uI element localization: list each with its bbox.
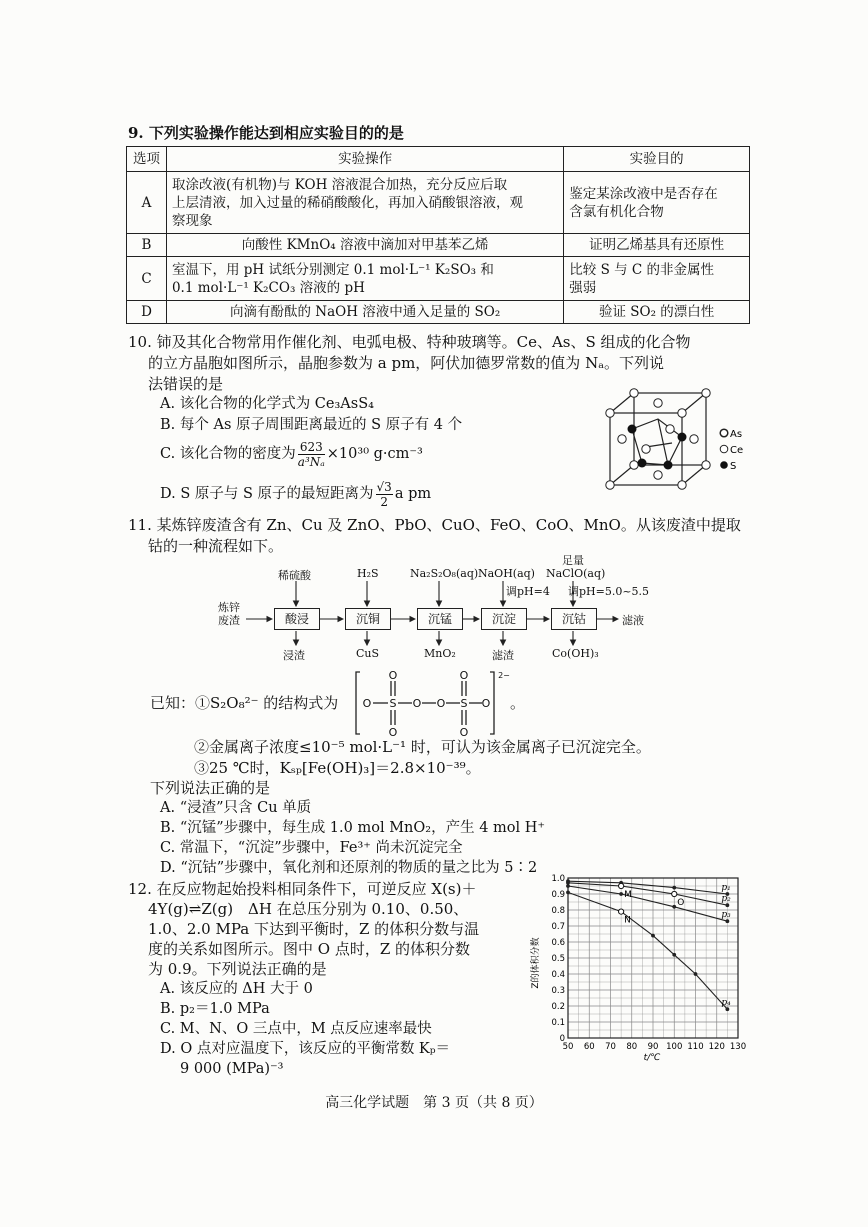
y-tick-label: 0.1 <box>551 1018 565 1028</box>
z-fraction-chart <box>528 868 756 1064</box>
q12-stem-line3: 1.0、2.0 MPa 下达到平衡时，Z 的体积分数与温 <box>148 920 480 938</box>
row-operation: 向滴有酚酞的 NaOH 溶液中通入足量的 SO₂ <box>166 301 563 324</box>
q10-option-b: B. 每个 As 原子周围距离最近的 S 原子有 4 个 <box>160 417 463 433</box>
atom-o: O <box>481 697 491 710</box>
x-tick-label: 60 <box>583 1042 595 1052</box>
step-cu-precip: 沉铜 <box>345 608 391 630</box>
series-point <box>672 905 676 909</box>
legend-as: As <box>730 429 743 440</box>
known-1-text: 已知：①S₂O₈²⁻ 的结构式为 <box>150 694 339 712</box>
q11-lead: 下列说法正确的是 <box>150 779 271 797</box>
x-tick-label: 50 <box>562 1042 574 1052</box>
series-point <box>619 892 623 896</box>
atom-o: O <box>459 669 469 682</box>
q12-option-b: B. p₂＝1.0 MPa <box>160 1001 270 1017</box>
q11-option-c: C. 常温下，“沉淀”步骤中，Fe³⁺ 尚未沉淀完全 <box>160 840 463 856</box>
known-1-end: 。 <box>510 694 526 712</box>
known-2: ②金属离子浓度≤10⁻⁵ mol·L⁻¹ 时，可认为该金属离子已沉淀完全。 <box>194 738 651 756</box>
condition-1: 调pH=4 <box>506 585 550 598</box>
q11-option-a: A. “浸渣”只含 Cu 单质 <box>160 800 312 816</box>
final-filtrate: 滤液 <box>622 614 644 627</box>
atom-o: O <box>362 697 372 710</box>
atom-o: O <box>388 726 398 738</box>
peroxodisulfate-structure <box>352 668 512 738</box>
product-5: Co(OH)₃ <box>552 647 599 660</box>
goal-line: 含氯有机化合物 <box>569 203 664 220</box>
q11-option-d: D. “沉钴”步骤中，氧化剂和还原剂的物质的量之比为 5∶2 <box>160 860 538 876</box>
fraction-numerator: √3 <box>376 480 392 494</box>
condition-2: 调pH=5.0~5.5 <box>568 585 650 598</box>
q12-option-d-line2: 9 000 (MPa)⁻³ <box>180 1061 284 1077</box>
series-point <box>651 934 655 938</box>
q11-stem-line1: 11. 某炼锌废渣含有 Zn、Cu 及 ZnO、PbO、CuO、FeO、CoO、MnO。从该废渣中提取 <box>128 516 741 534</box>
q12-stem-line2: 4Y(g)⇌Z(g) ΔH 在总压分别为 0.10、0.50、 <box>148 900 469 918</box>
op-line: 室温下，用 pH 试纸分别测定 0.1 mol·L⁻¹ K₂SO₃ 和 <box>171 261 494 278</box>
option-c-text: C. 该化合物的密度为 <box>160 446 296 462</box>
row-goal: 验证 SO₂ 的漂白性 <box>564 301 750 324</box>
y-tick-label: 1.0 <box>551 874 565 884</box>
op-line: 上层清液，加入过量的稀硝酸酸化，再加入硝酸银溶液，观 <box>171 194 523 211</box>
atom-o: O <box>459 726 469 738</box>
q12-option-d-line1: D. O 点对应温度下，该反应的平衡常数 Kₚ＝ <box>160 1041 451 1057</box>
y-axis-label: Z的体积分数 <box>531 937 541 989</box>
op-line: 0.1 mol·L⁻¹ K₂CO₃ 溶液的 pH <box>171 279 365 296</box>
series-point <box>566 891 570 895</box>
chart-series <box>566 879 731 1011</box>
feed-line: 炼锌 <box>218 601 240 614</box>
x-tick-label: 70 <box>605 1042 616 1052</box>
series-label: p₄ <box>721 998 731 1009</box>
y-tick-label: 0.5 <box>551 954 565 964</box>
x-tick-label: 120 <box>708 1042 725 1052</box>
x-tick-label: 100 <box>666 1042 683 1052</box>
series-label: p₃ <box>721 910 731 921</box>
row-option: D <box>127 301 167 324</box>
atom-s: S <box>460 697 468 710</box>
q12-stem-line1: 12. 在反应物起始投料相同条件下，可逆反应 X(s)＋ <box>128 880 477 898</box>
y-tick-label: 0.9 <box>551 890 565 900</box>
option-d-unit: a pm <box>394 486 432 502</box>
page-footer: 高三化学试题 第 3 页（共 8 页） <box>325 1095 543 1111</box>
header-goal: 实验目的 <box>564 147 750 172</box>
x-tick-label: 90 <box>647 1042 659 1052</box>
row-option: C <box>127 257 167 301</box>
series-label: p₁ <box>721 883 731 893</box>
q9-stem: 9. 下列实验操作能达到相应实验目的的是 <box>128 124 404 142</box>
product-3: MnO₂ <box>424 647 456 660</box>
goal-line: 强弱 <box>569 279 597 296</box>
fraction-numerator: 623 <box>299 440 323 454</box>
option-c-unit: ×10³⁰ g·cm⁻³ <box>326 446 423 462</box>
point-label: O <box>677 898 685 908</box>
q11-option-b: B. “沉锰”步骤中，每生成 1.0 mol MnO₂，产生 4 mol H⁺ <box>160 820 546 836</box>
q12-option-c: C. M、N、O 三点中，M 点反应速率最快 <box>160 1021 432 1037</box>
q12-stem-line4: 度的关系如图所示。图中 O 点时，Z 的体积分数 <box>148 940 471 958</box>
op-line: 取涂改液(有机物)与 KOH 溶液混合加热，充分反应后取 <box>171 176 508 193</box>
y-tick-label: 0.3 <box>551 986 565 996</box>
reagent-5: NaClO(aq) <box>546 567 606 580</box>
y-tick-label: 0.6 <box>551 938 565 948</box>
fraction-denominator: 2 <box>380 495 388 509</box>
header-operation: 实验操作 <box>166 147 563 172</box>
series-line-1 <box>568 881 727 894</box>
q10-stem-line2: 的立方晶胞如图所示，晶胞参数为 a pm，阿伏加德罗常数的值为 Nₐ。下列说 <box>148 354 664 372</box>
known-3: ③25 ℃时，Kₛₚ[Fe(OH)₃]＝2.8×10⁻³⁹。 <box>194 759 481 777</box>
product-1: 浸渣 <box>283 649 305 662</box>
option-d-text: D. S 原子与 S 原子的最短距离为 <box>160 486 374 502</box>
x-tick-label: 80 <box>626 1042 638 1052</box>
step-acid-leach: 酸浸 <box>274 608 320 630</box>
legend-s: S <box>730 461 737 472</box>
reagent-1: 稀硫酸 <box>278 569 311 582</box>
series-label: p₂ <box>721 894 731 905</box>
y-tick-label: 0.2 <box>551 1002 565 1012</box>
op-line: 察现象 <box>171 212 213 229</box>
q11-stem-line2: 钴的一种流程如下。 <box>148 537 284 555</box>
legend-ce: Ce <box>730 445 744 456</box>
point-label: M <box>624 890 632 900</box>
x-axis-label: t/℃ <box>643 1053 661 1063</box>
reagent-2: H₂S <box>357 567 379 580</box>
fraction-denominator: a³Nₐ <box>297 455 325 469</box>
q10-option-a: A. 该化合物的化学式为 Ce₃AsS₄ <box>160 396 374 412</box>
row-option: A <box>127 172 167 234</box>
marked-point <box>619 883 624 888</box>
step-precipitate: 沉淀 <box>481 608 527 630</box>
row-option: B <box>127 234 167 257</box>
q12-option-a: A. 该反应的 ΔH 大于 0 <box>160 981 313 997</box>
series-point <box>566 884 570 888</box>
step-mn-precip: 沉锰 <box>417 608 463 630</box>
goal-line: 比较 S 与 C 的非金属性 <box>569 261 715 278</box>
reagent-3: Na₂S₂O₈(aq) <box>410 567 479 580</box>
x-tick-label: 110 <box>687 1042 704 1052</box>
step-co-precip: 沉钴 <box>551 608 597 630</box>
q12-stem-line5: 为 0.9。下列说法正确的是 <box>148 960 327 978</box>
atom-s: S <box>389 697 397 710</box>
y-tick-label: 0 <box>559 1034 565 1044</box>
series-point <box>672 886 676 890</box>
header-option: 选项 <box>127 147 167 172</box>
atom-o: O <box>388 669 398 682</box>
ion-charge: 2− <box>498 671 510 680</box>
y-tick-label: 0.4 <box>551 970 565 980</box>
product-4: 滤渣 <box>492 649 514 662</box>
marked-point <box>672 891 677 896</box>
y-tick-label: 0.8 <box>551 906 565 916</box>
y-tick-label: 0.7 <box>551 922 565 932</box>
reagent-4: NaOH(aq) <box>478 567 535 580</box>
product-2: CuS <box>356 647 380 660</box>
goal-line: 鉴定某涂改液中是否存在 <box>569 185 718 202</box>
feed-line: 废渣 <box>218 614 240 627</box>
q10-stem-line3: 法错误的是 <box>148 375 224 393</box>
x-tick-label: 130 <box>729 1042 747 1052</box>
reagent-qualifier: 足量 <box>562 554 584 567</box>
row-operation: 向酸性 KMnO₄ 溶液中滴加对甲基苯乙烯 <box>166 234 563 257</box>
marked-point <box>619 909 624 914</box>
atom-o: O <box>412 697 422 710</box>
series-point <box>694 972 698 976</box>
series-point <box>672 953 676 957</box>
atom-o: O <box>436 697 446 710</box>
row-goal: 证明乙烯基具有还原性 <box>564 234 750 257</box>
q10-stem-line1: 10. 铈及其化合物常用作催化剂、电弧电极、特种玻璃等。Ce、As、S 组成的化合物 <box>128 333 691 351</box>
point-label: N <box>624 915 631 926</box>
